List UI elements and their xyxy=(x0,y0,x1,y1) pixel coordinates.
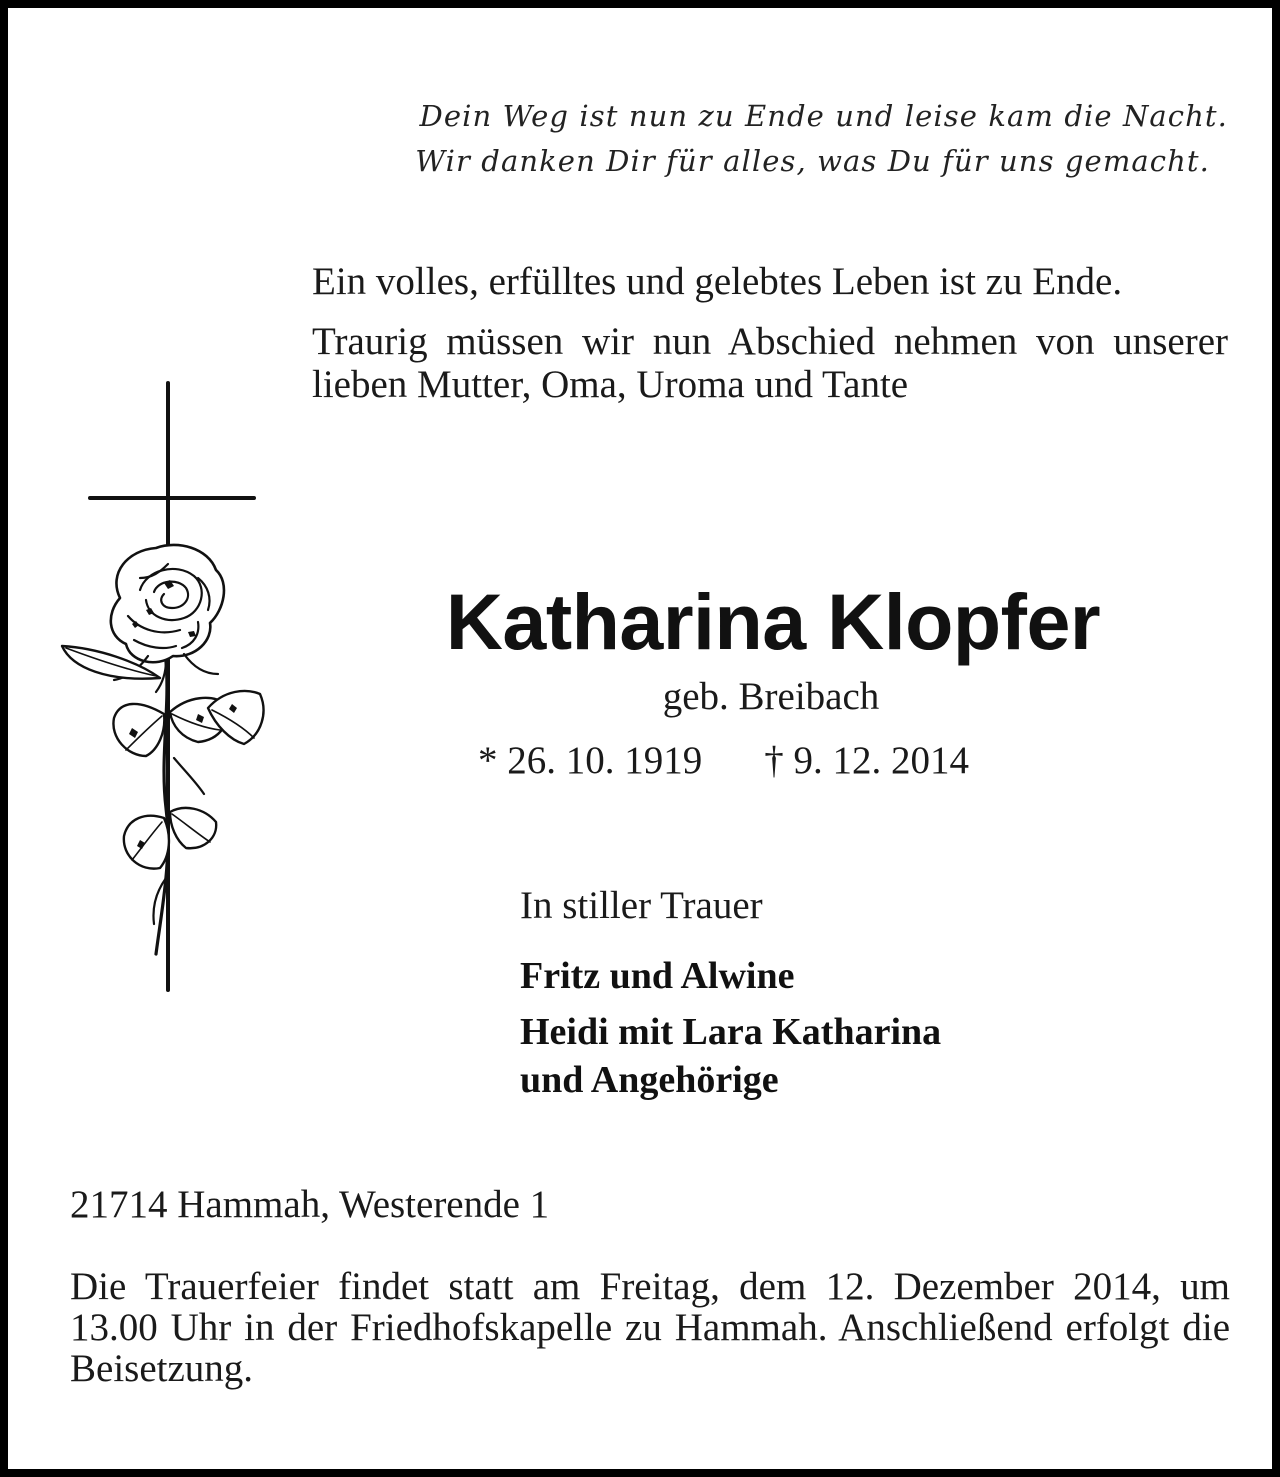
verse-line-2: Wir danken Dir für alles, was Du für uns gemacht. xyxy=(415,144,1210,178)
birth-name: geb. Breibach xyxy=(662,675,880,718)
mourner-line-3: und Angehörige xyxy=(520,1059,779,1101)
verse-line-1: Dein Weg ist nun zu Ende und leise kam die Nacht. xyxy=(419,99,1228,133)
funeral-notice xyxy=(70,1266,1230,1389)
memorial-verse xyxy=(258,94,1228,184)
intro-paragraph-1: Ein volles, erfülltes und gelebtes Leben ist zu Ende. xyxy=(312,260,1123,303)
intro-paragraph-2: Traurig müssen wir nun Abschied nehmen von unserer lieben Mutter, Oma, Uroma und Tante xyxy=(312,320,1228,406)
family-address: 21714 Hammah, Westerende 1 xyxy=(70,1183,550,1226)
mourner-line-1: Fritz und Alwine xyxy=(520,955,795,997)
mourner-line-2: Heidi mit Lara Katharina xyxy=(520,1011,942,1053)
mourning-heading: In stiller Trauer xyxy=(520,884,763,927)
cross-with-rose-icon xyxy=(48,378,278,998)
death-date: † 9. 12. 2014 xyxy=(764,739,969,782)
birth-date: * 26. 10. 1919 xyxy=(478,739,703,782)
mourners-list xyxy=(520,952,1220,1104)
deceased-name: Katharina Klopfer xyxy=(445,577,1101,666)
intro-text xyxy=(312,260,1228,423)
funeral-text: Die Trauerfeier findet statt am Freitag, dem 12. Dezember 2014, um 13.00 Uhr in der Friedhofskapelle zu Hammah. Anschließend erfolgt die Beisetzung. xyxy=(70,1265,1230,1390)
life-dates xyxy=(478,736,1098,786)
